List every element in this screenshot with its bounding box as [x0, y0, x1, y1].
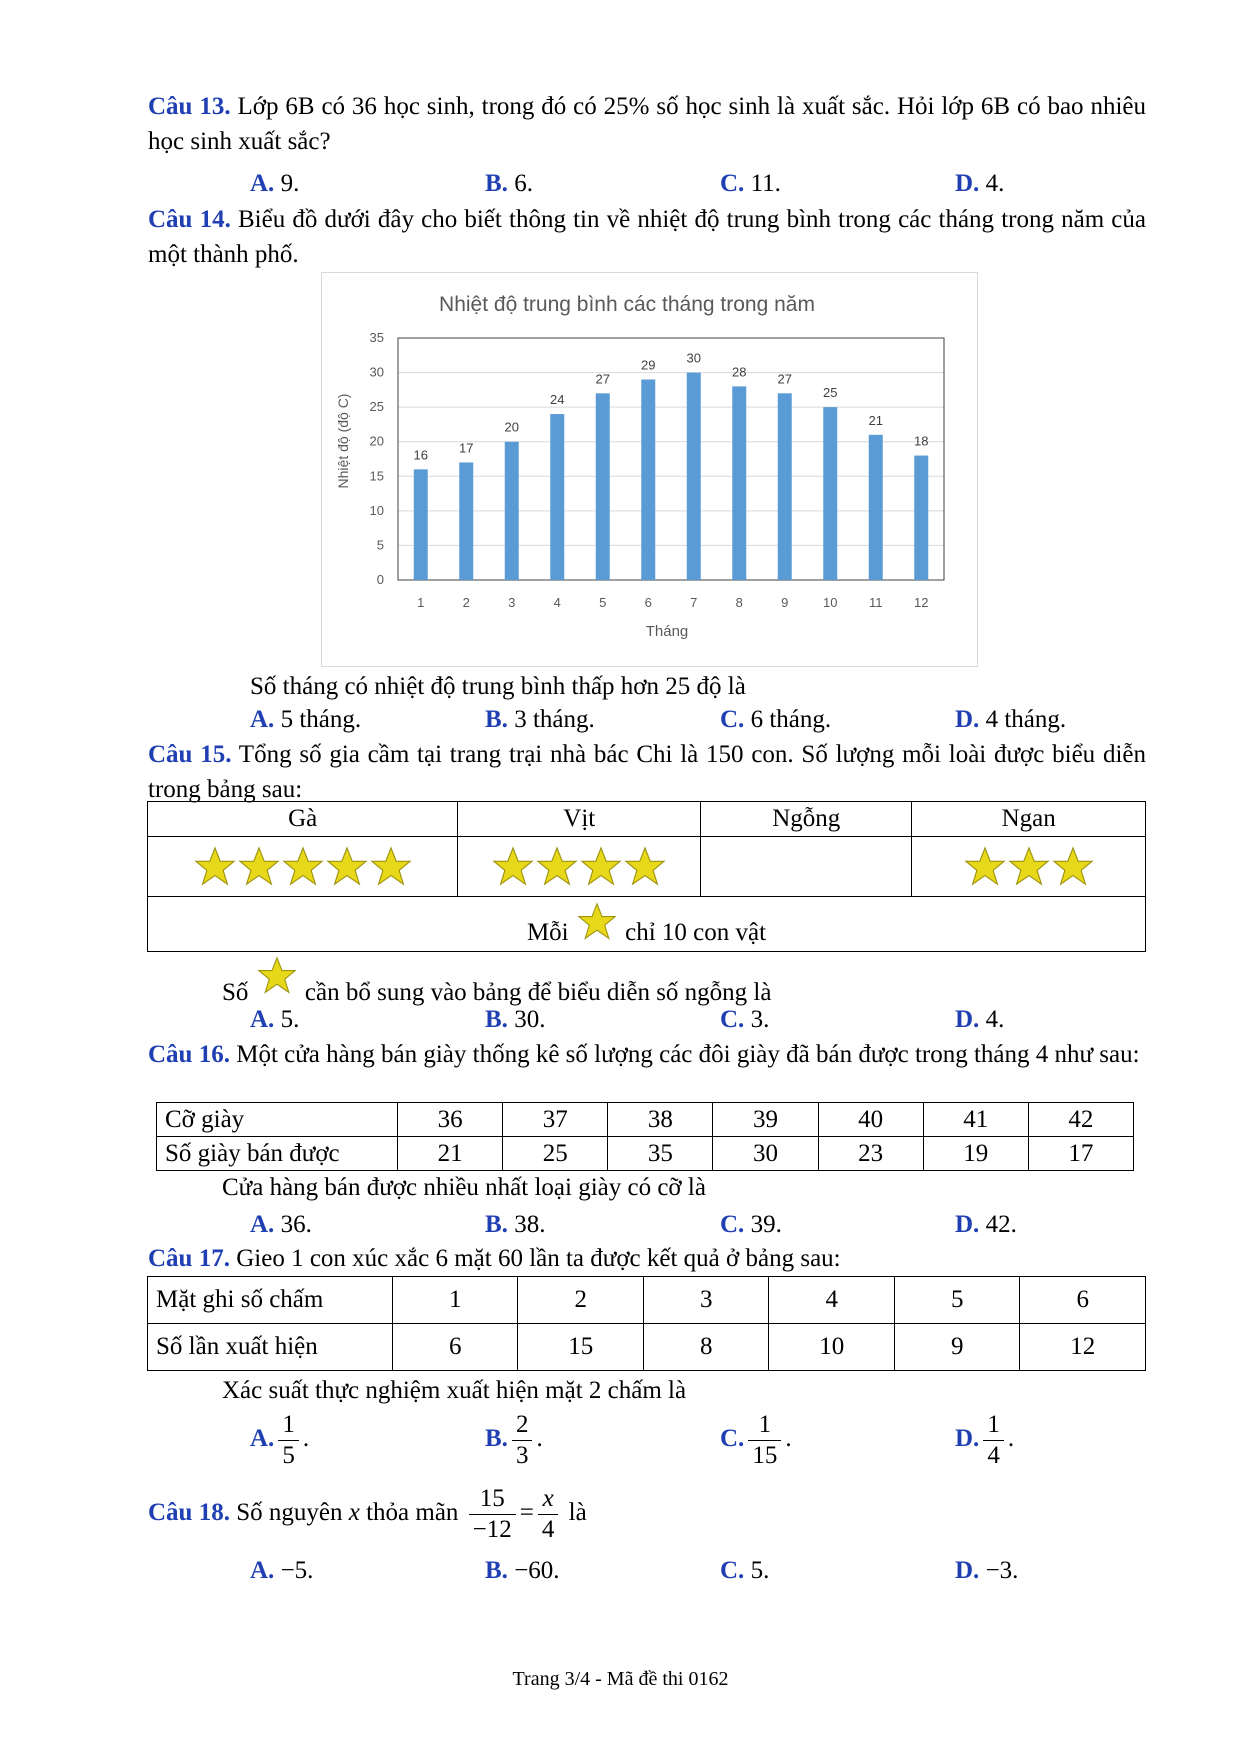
dice-table-cell: 9: [894, 1324, 1020, 1371]
data-label: 21: [868, 412, 883, 428]
question-13: [148, 89, 1146, 159]
q13-option-d[interactable]: D. 4.: [955, 170, 1005, 197]
y-tick-label: 15: [369, 468, 384, 484]
shoe-table-cell: 25: [503, 1137, 608, 1171]
stars-ngong: [701, 837, 912, 897]
bar-month-7: [687, 373, 701, 580]
bar-month-8: [732, 386, 746, 580]
bar-month-11: [869, 435, 883, 580]
dice-table-cell: 15: [518, 1324, 644, 1371]
dice-table-cell: Mặt ghi số chấm: [148, 1277, 393, 1324]
bar-month-2: [459, 462, 473, 580]
question-17-label: Câu 17.: [148, 1245, 230, 1272]
question-13-label: Câu 13.: [148, 93, 231, 120]
q13-option-a[interactable]: A. 9.: [250, 170, 300, 197]
q16-prompt: Cửa hàng bán được nhiều nhất loại giày có cỡ là: [222, 1174, 706, 1201]
shoe-table-cell: 17: [1028, 1137, 1133, 1171]
q14-option-d[interactable]: D. 4 tháng.: [955, 706, 1067, 733]
header-ngan: Ngan: [912, 802, 1146, 837]
x-tick-label: 11: [869, 595, 883, 610]
star-icon: [237, 846, 281, 888]
star-icon: [281, 846, 325, 888]
q16-option-d[interactable]: D. 42.: [955, 1211, 1017, 1238]
page-footer: Trang 3/4 - Mã đề thi 0162: [512, 1668, 729, 1690]
question-18: Câu 18. Số nguyên x thỏa mãn $\frac{15}{-12}$ = $\frac{x}{4}$ là: [148, 1485, 587, 1543]
bar-month-3: [505, 442, 519, 580]
y-tick-label: 35: [369, 330, 384, 345]
dice-table-cell: 4: [769, 1277, 895, 1324]
data-label: 30: [686, 350, 701, 366]
shoe-table-cell: 39: [713, 1103, 818, 1137]
data-label: 17: [459, 440, 474, 456]
dice-table-cell: 3: [643, 1277, 769, 1324]
q13-option-b[interactable]: B. 6.: [485, 170, 533, 197]
dice-table-cell: 10: [769, 1324, 895, 1371]
dice-table-cell: Số lần xuất hiện: [148, 1324, 393, 1371]
bar-month-6: [641, 379, 655, 580]
star-icon: [1051, 846, 1095, 888]
shoe-table-cell: 38: [608, 1103, 713, 1137]
x-tick-label: 1: [417, 595, 425, 610]
star-icon: [193, 846, 237, 888]
question-13-text: Lớp 6B có 36 học sinh, trong đó có 25% số học sinh là xuất sắc. Hỏi lớp 6B có bao nhiêu học sinh xuất sắc?: [148, 93, 1146, 155]
bar-month-5: [596, 393, 610, 580]
fraction: $\frac{1}{4}$: [983, 1410, 1004, 1471]
shoe-table-cell: 42: [1028, 1103, 1133, 1137]
shoe-table-cell: 35: [608, 1137, 713, 1171]
q16-option-a[interactable]: A. 36.: [250, 1211, 312, 1238]
shoe-table-cell: 21: [398, 1137, 503, 1171]
star-icon: [963, 846, 1007, 888]
q18-option-b[interactable]: B. −60.: [485, 1557, 560, 1584]
y-tick-label: 25: [369, 399, 384, 415]
fraction: $\frac{2}{3}$: [512, 1410, 533, 1471]
q18-option-d[interactable]: D. −3.: [955, 1557, 1019, 1584]
x-tick-label: 3: [508, 595, 516, 610]
y-tick-label: 20: [369, 433, 384, 449]
plot-area-border: [398, 338, 944, 580]
shoe-table-cell: 37: [503, 1103, 608, 1137]
chart-xlabel: Tháng: [645, 623, 689, 640]
chart-ylabel: Nhiệt độ (độ C): [335, 393, 351, 489]
data-label: 29: [641, 357, 656, 373]
q15-option-d[interactable]: D. 4.: [955, 1006, 1005, 1033]
dice-table-cell: 6: [392, 1324, 518, 1371]
bar-month-1: [414, 469, 428, 580]
question-16: [148, 1037, 1146, 1072]
data-label: 27: [777, 371, 792, 387]
q15-option-b[interactable]: B. 30.: [485, 1006, 546, 1033]
q17-option-d[interactable]: D. $\frac{1}{4}$ .: [955, 1411, 1015, 1469]
y-tick-label: 5: [376, 537, 384, 553]
q15-option-c[interactable]: C. 3.: [720, 1006, 770, 1033]
q15-prompt: Số cần bổ sung vào bảng để biểu diễn số ngỗng là: [222, 956, 771, 1009]
question-17-text: Gieo 1 con xúc xắc 6 mặt 60 lần ta được kết quả ở bảng sau:: [229, 1245, 841, 1272]
star-icon: [575, 902, 619, 942]
q14-option-a[interactable]: A. 5 tháng.: [250, 706, 362, 733]
star-icon: [369, 846, 413, 888]
bar-month-12: [914, 456, 928, 580]
y-tick-label: 10: [369, 502, 384, 518]
q16-option-c[interactable]: C. 39.: [720, 1211, 782, 1238]
q16-option-b[interactable]: B. 38.: [485, 1211, 546, 1238]
question-14-text: Biểu đồ dưới đây cho biết thông tin về nhiệt độ trung bình trong các tháng trong năm của một thành phố.: [148, 206, 1146, 268]
dice-table-cell: 5: [894, 1277, 1020, 1324]
stars-vit: [458, 837, 701, 897]
star-icon: [325, 846, 369, 888]
question-16-label: Câu 16.: [148, 1041, 230, 1068]
q14-option-b[interactable]: B. 3 tháng.: [485, 706, 595, 733]
shoe-table-cell: Số giày bán được: [157, 1137, 398, 1171]
question-16-text: Một cửa hàng bán giày thống kê số lượng các đôi giày đã bán được trong tháng 4 như sau:: [229, 1041, 1140, 1068]
shoe-table-cell: 40: [818, 1103, 923, 1137]
shoe-table-cell: Cỡ giày: [157, 1103, 398, 1137]
star-legend: Mỗi chỉ 10 con vật: [148, 897, 1146, 952]
x-tick-label: 8: [735, 595, 743, 610]
fraction: $\frac{1}{5}$: [278, 1410, 299, 1471]
x-tick-label: 7: [690, 595, 698, 610]
dice-table-cell: 2: [518, 1277, 644, 1324]
question-15-text: Tổng số gia cầm tại trang trại nhà bác Chi là 150 con. Số lượng mỗi loài được biểu diễn trong bảng sau:: [148, 741, 1146, 803]
fraction: $\frac{15}{-12}$: [469, 1484, 516, 1545]
poultry-table: [147, 801, 1146, 952]
x-tick-label: 9: [781, 595, 789, 610]
q15-option-a[interactable]: A. 5.: [250, 1006, 300, 1033]
chart-title: Nhiệt độ trung bình các tháng trong năm: [439, 293, 815, 316]
q13-option-c[interactable]: C. 11.: [720, 170, 781, 197]
bar-month-4: [550, 414, 564, 580]
y-tick-label: 0: [376, 572, 384, 587]
y-tick-label: 30: [369, 364, 384, 380]
data-label: 28: [732, 364, 747, 380]
star-icon: [491, 846, 535, 888]
x-tick-label: 12: [914, 595, 929, 610]
dice-table: [147, 1276, 1146, 1371]
q14-prompt: Số tháng có nhiệt độ trung bình thấp hơn 25 độ là: [250, 673, 746, 700]
header-vit: Vịt: [458, 802, 701, 837]
star-icon: [1007, 846, 1051, 888]
dice-table-cell: 12: [1020, 1324, 1146, 1371]
shoe-table: [156, 1102, 1134, 1171]
q14-option-c[interactable]: C. 6 tháng.: [720, 706, 832, 733]
shoe-table-cell: 19: [923, 1137, 1028, 1171]
q17-option-a[interactable]: A. $\frac{1}{5}$ .: [250, 1411, 310, 1469]
header-ga: Gà: [148, 802, 458, 837]
data-label: 20: [504, 419, 519, 435]
star-icon: [255, 956, 299, 996]
question-14-label: Câu 14.: [148, 206, 231, 233]
data-label: 16: [413, 447, 428, 463]
q18-option-c[interactable]: C. 5.: [720, 1557, 770, 1584]
star-icon: [535, 846, 579, 888]
question-15-label: Câu 15.: [148, 741, 232, 768]
q17-prompt: Xác suất thực nghiệm xuất hiện mặt 2 chấm là: [222, 1377, 687, 1404]
x-tick-label: 6: [644, 595, 652, 610]
bar-month-9: [778, 393, 792, 580]
star-icon: [623, 846, 667, 888]
dice-table-cell: 1: [392, 1277, 518, 1324]
dice-table-cell: 8: [643, 1324, 769, 1371]
x-tick-label: 4: [553, 595, 561, 610]
x-tick-label: 10: [823, 595, 838, 610]
stars-ngan: [912, 837, 1146, 897]
x-tick-label: 2: [462, 595, 470, 610]
fraction: $\frac{1}{15}$: [748, 1410, 781, 1471]
dice-table-cell: 6: [1020, 1277, 1146, 1324]
stars-ga: [148, 837, 458, 897]
shoe-table-cell: 30: [713, 1137, 818, 1171]
chart-svg: [322, 273, 977, 666]
temperature-chart: [321, 272, 978, 667]
question-15: [148, 737, 1146, 807]
star-icon: [579, 846, 623, 888]
shoe-table-cell: 23: [818, 1137, 923, 1171]
question-17: [148, 1241, 1146, 1276]
data-label: 27: [595, 371, 610, 387]
data-label: 24: [550, 392, 565, 408]
question-18-label: Câu 18.: [148, 1499, 230, 1527]
x-tick-label: 5: [599, 595, 607, 610]
shoe-table-cell: 41: [923, 1103, 1028, 1137]
data-label: 18: [914, 433, 929, 449]
q17-option-b[interactable]: B. $\frac{2}{3}$ .: [485, 1411, 543, 1469]
shoe-table-cell: 36: [398, 1103, 503, 1137]
question-14: [148, 202, 1146, 272]
header-ngong: Ngỗng: [701, 802, 912, 837]
bar-month-10: [823, 407, 837, 580]
fraction: $\frac{x}{4}$: [538, 1484, 559, 1545]
q17-option-c[interactable]: C. $\frac{1}{15}$ .: [720, 1411, 792, 1469]
q18-option-a[interactable]: A. −5.: [250, 1557, 314, 1584]
data-label: 25: [823, 385, 838, 401]
